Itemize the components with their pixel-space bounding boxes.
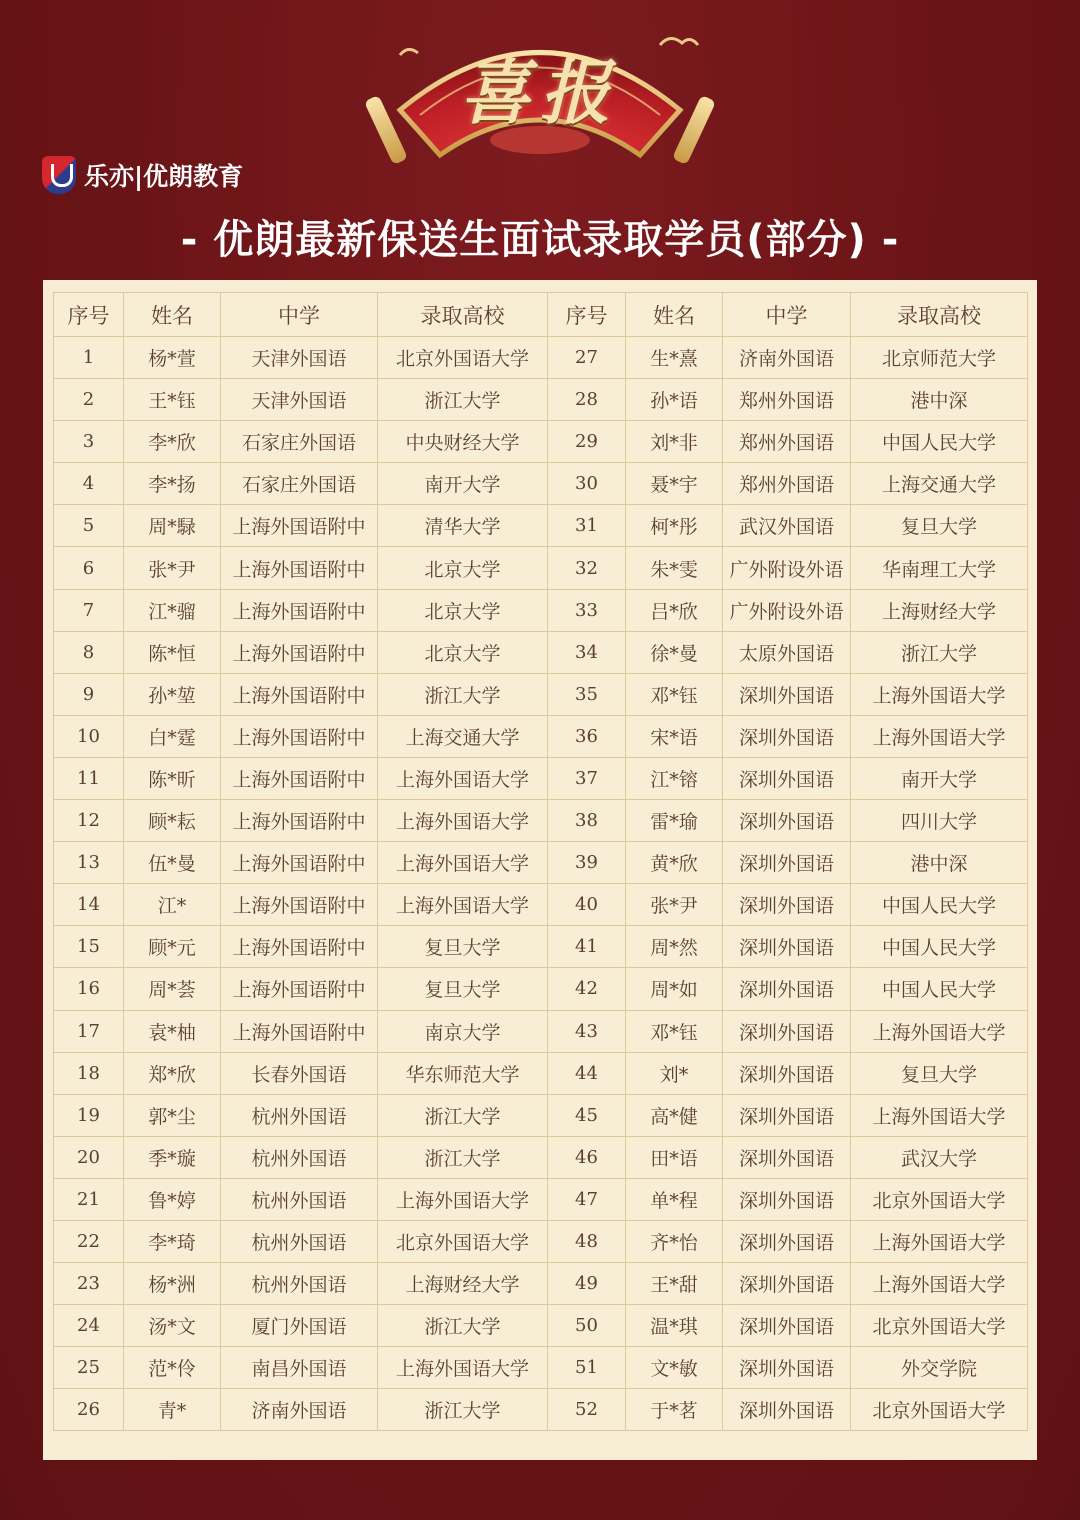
- table-row: [54, 800, 1028, 842]
- seq-cell: 31: [548, 505, 626, 547]
- seq-cell: 24: [54, 1305, 124, 1347]
- banner-title: 喜报: [460, 51, 620, 134]
- school-cell: 杭州外国语: [221, 1263, 378, 1305]
- table-row: [54, 757, 1028, 799]
- seq-cell: 30: [548, 463, 626, 505]
- table-row: [54, 884, 1028, 926]
- table-row: [54, 715, 1028, 757]
- table-row: [54, 926, 1028, 968]
- school-cell: 深圳外国语: [723, 1010, 851, 1052]
- table-row: [54, 1347, 1028, 1389]
- university-cell: 浙江大学: [378, 1389, 548, 1431]
- university-cell: 南开大学: [851, 757, 1028, 799]
- school-cell: 深圳外国语: [723, 968, 851, 1010]
- table-row: [54, 1305, 1028, 1347]
- seq-cell: 16: [54, 968, 124, 1010]
- school-cell: 上海外国语附中: [221, 673, 378, 715]
- table-row: [54, 421, 1028, 463]
- column-header-school: 中学: [221, 293, 378, 337]
- school-cell: 上海外国语附中: [221, 505, 378, 547]
- name-cell: 杨*萱: [124, 337, 221, 379]
- name-cell: 郑*欣: [124, 1052, 221, 1094]
- name-cell: 白*霆: [124, 715, 221, 757]
- name-cell: 顾*耘: [124, 800, 221, 842]
- university-cell: 复旦大学: [378, 926, 548, 968]
- name-cell: 陈*恒: [124, 631, 221, 673]
- university-cell: 复旦大学: [851, 505, 1028, 547]
- name-cell: 王*甜: [626, 1263, 723, 1305]
- seq-cell: 41: [548, 926, 626, 968]
- school-cell: 杭州外国语: [221, 1136, 378, 1178]
- column-header-seq: 序号: [548, 293, 626, 337]
- school-cell: 广外附设外语: [723, 589, 851, 631]
- page-title: - 优朗最新保送生面试录取学员(部分) -: [180, 217, 900, 263]
- school-cell: 深圳外国语: [723, 1178, 851, 1220]
- university-cell: 中国人民大学: [851, 968, 1028, 1010]
- name-cell: 徐*曼: [626, 631, 723, 673]
- school-cell: 深圳外国语: [723, 884, 851, 926]
- seq-cell: 1: [54, 337, 124, 379]
- university-cell: 华东师范大学: [378, 1052, 548, 1094]
- university-cell: 上海外国语大学: [378, 1178, 548, 1220]
- seq-cell: 17: [54, 1010, 124, 1052]
- seq-cell: 10: [54, 715, 124, 757]
- seq-cell: 26: [54, 1389, 124, 1431]
- school-cell: 上海外国语附中: [221, 800, 378, 842]
- school-cell: 深圳外国语: [723, 1263, 851, 1305]
- name-cell: 汤*文: [124, 1305, 221, 1347]
- seq-cell: 32: [548, 547, 626, 589]
- table-row: [54, 547, 1028, 589]
- school-cell: 深圳外国语: [723, 842, 851, 884]
- university-cell: 上海外国语大学: [851, 1010, 1028, 1052]
- column-header-university: 录取高校: [851, 293, 1028, 337]
- university-cell: 上海财经大学: [378, 1263, 548, 1305]
- school-cell: 深圳外国语: [723, 800, 851, 842]
- university-cell: 北京外国语大学: [378, 1220, 548, 1262]
- university-cell: 浙江大学: [378, 673, 548, 715]
- university-cell: 上海外国语大学: [378, 757, 548, 799]
- column-header-school: 中学: [723, 293, 851, 337]
- seq-cell: 35: [548, 673, 626, 715]
- university-cell: 港中深: [851, 379, 1028, 421]
- university-cell: 上海外国语大学: [851, 1094, 1028, 1136]
- brand-logo-icon: [42, 156, 76, 194]
- name-cell: 柯*彤: [626, 505, 723, 547]
- school-cell: 郑州外国语: [723, 463, 851, 505]
- name-cell: 孙*语: [626, 379, 723, 421]
- seq-cell: 22: [54, 1220, 124, 1262]
- school-cell: 深圳外国语: [723, 715, 851, 757]
- table-header-row: [54, 293, 1028, 337]
- school-cell: 太原外国语: [723, 631, 851, 673]
- name-cell: 郭*尘: [124, 1094, 221, 1136]
- seq-cell: 4: [54, 463, 124, 505]
- school-cell: 郑州外国语: [723, 421, 851, 463]
- brand-logo: [42, 155, 243, 195]
- column-header-name: 姓名: [124, 293, 221, 337]
- school-cell: 上海外国语附中: [221, 884, 378, 926]
- name-cell: 周*如: [626, 968, 723, 1010]
- university-cell: 复旦大学: [851, 1052, 1028, 1094]
- university-cell: 上海外国语大学: [378, 1347, 548, 1389]
- seq-cell: 50: [548, 1305, 626, 1347]
- university-cell: 上海交通大学: [851, 463, 1028, 505]
- university-cell: 武汉大学: [851, 1136, 1028, 1178]
- table-row: [54, 1094, 1028, 1136]
- university-cell: 中国人民大学: [851, 926, 1028, 968]
- university-cell: 复旦大学: [378, 968, 548, 1010]
- university-cell: 北京外国语大学: [851, 1305, 1028, 1347]
- university-cell: 华南理工大学: [851, 547, 1028, 589]
- university-cell: 南开大学: [378, 463, 548, 505]
- name-cell: 邓*钰: [626, 673, 723, 715]
- university-cell: 浙江大学: [378, 1094, 548, 1136]
- school-cell: 天津外国语: [221, 379, 378, 421]
- seq-cell: 5: [54, 505, 124, 547]
- university-cell: 外交学院: [851, 1347, 1028, 1389]
- name-cell: 周*騄: [124, 505, 221, 547]
- seq-cell: 19: [54, 1094, 124, 1136]
- name-cell: 齐*怡: [626, 1220, 723, 1262]
- table-row: [54, 1052, 1028, 1094]
- school-cell: 南昌外国语: [221, 1347, 378, 1389]
- university-cell: 上海外国语大学: [378, 800, 548, 842]
- university-cell: 北京外国语大学: [851, 1178, 1028, 1220]
- school-cell: 长春外国语: [221, 1052, 378, 1094]
- university-cell: 上海外国语大学: [851, 715, 1028, 757]
- school-cell: 深圳外国语: [723, 926, 851, 968]
- seq-cell: 6: [54, 547, 124, 589]
- school-cell: 石家庄外国语: [221, 463, 378, 505]
- university-cell: 四川大学: [851, 800, 1028, 842]
- seq-cell: 46: [548, 1136, 626, 1178]
- seq-cell: 28: [548, 379, 626, 421]
- seq-cell: 13: [54, 842, 124, 884]
- name-cell: 张*尹: [124, 547, 221, 589]
- name-cell: 顾*元: [124, 926, 221, 968]
- name-cell: 朱*雯: [626, 547, 723, 589]
- name-cell: 文*敏: [626, 1347, 723, 1389]
- seq-cell: 27: [548, 337, 626, 379]
- school-cell: 杭州外国语: [221, 1220, 378, 1262]
- school-cell: 深圳外国语: [723, 673, 851, 715]
- table-row: [54, 1263, 1028, 1305]
- table-row: [54, 379, 1028, 421]
- school-cell: 武汉外国语: [723, 505, 851, 547]
- school-cell: 深圳外国语: [723, 757, 851, 799]
- university-cell: 浙江大学: [378, 379, 548, 421]
- name-cell: 刘*非: [626, 421, 723, 463]
- name-cell: 周*荟: [124, 968, 221, 1010]
- seq-cell: 48: [548, 1220, 626, 1262]
- name-cell: 李*欣: [124, 421, 221, 463]
- table-row: [54, 463, 1028, 505]
- school-cell: 上海外国语附中: [221, 715, 378, 757]
- university-cell: 上海外国语大学: [851, 1263, 1028, 1305]
- name-cell: 宋*语: [626, 715, 723, 757]
- name-cell: 范*伶: [124, 1347, 221, 1389]
- school-cell: 济南外国语: [221, 1389, 378, 1431]
- name-cell: 江*镕: [626, 757, 723, 799]
- table-row: [54, 842, 1028, 884]
- name-cell: 青*: [124, 1389, 221, 1431]
- seq-cell: 43: [548, 1010, 626, 1052]
- name-cell: 伍*曼: [124, 842, 221, 884]
- school-cell: 上海外国语附中: [221, 1010, 378, 1052]
- admissions-table-panel: [43, 280, 1037, 1460]
- seq-cell: 49: [548, 1263, 626, 1305]
- name-cell: 袁*柚: [124, 1010, 221, 1052]
- school-cell: 上海外国语附中: [221, 926, 378, 968]
- school-cell: 深圳外国语: [723, 1052, 851, 1094]
- table-row: [54, 673, 1028, 715]
- seq-cell: 2: [54, 379, 124, 421]
- university-cell: 清华大学: [378, 505, 548, 547]
- name-cell: 高*健: [626, 1094, 723, 1136]
- university-cell: 上海财经大学: [851, 589, 1028, 631]
- name-cell: 季*璇: [124, 1136, 221, 1178]
- name-cell: 温*琪: [626, 1305, 723, 1347]
- school-cell: 杭州外国语: [221, 1094, 378, 1136]
- school-cell: 厦门外国语: [221, 1305, 378, 1347]
- table-body: [54, 337, 1028, 1431]
- table-row: [54, 1010, 1028, 1052]
- name-cell: 生*熹: [626, 337, 723, 379]
- seq-cell: 20: [54, 1136, 124, 1178]
- seq-cell: 39: [548, 842, 626, 884]
- university-cell: 港中深: [851, 842, 1028, 884]
- name-cell: 刘*: [626, 1052, 723, 1094]
- table-row: [54, 337, 1028, 379]
- seq-cell: 9: [54, 673, 124, 715]
- seq-cell: 33: [548, 589, 626, 631]
- university-cell: 北京大学: [378, 589, 548, 631]
- table-row: [54, 1220, 1028, 1262]
- school-cell: 深圳外国语: [723, 1094, 851, 1136]
- name-cell: 张*尹: [626, 884, 723, 926]
- name-cell: 单*程: [626, 1178, 723, 1220]
- name-cell: 田*语: [626, 1136, 723, 1178]
- seq-cell: 36: [548, 715, 626, 757]
- column-header-seq: 序号: [54, 293, 124, 337]
- name-cell: 邓*钰: [626, 1010, 723, 1052]
- seq-cell: 7: [54, 589, 124, 631]
- school-cell: 郑州外国语: [723, 379, 851, 421]
- university-cell: 上海交通大学: [378, 715, 548, 757]
- seq-cell: 23: [54, 1263, 124, 1305]
- seq-cell: 47: [548, 1178, 626, 1220]
- seq-cell: 40: [548, 884, 626, 926]
- name-cell: 江*: [124, 884, 221, 926]
- school-cell: 深圳外国语: [723, 1389, 851, 1431]
- name-cell: 孙*堃: [124, 673, 221, 715]
- table-row: [54, 1389, 1028, 1431]
- name-cell: 吕*欣: [626, 589, 723, 631]
- school-cell: 深圳外国语: [723, 1136, 851, 1178]
- school-cell: 济南外国语: [723, 337, 851, 379]
- seq-cell: 11: [54, 757, 124, 799]
- seq-cell: 15: [54, 926, 124, 968]
- name-cell: 江*骝: [124, 589, 221, 631]
- seq-cell: 29: [548, 421, 626, 463]
- university-cell: 中央财经大学: [378, 421, 548, 463]
- seq-cell: 12: [54, 800, 124, 842]
- university-cell: 浙江大学: [378, 1136, 548, 1178]
- university-cell: 上海外国语大学: [851, 673, 1028, 715]
- university-cell: 北京外国语大学: [378, 337, 548, 379]
- table-row: [54, 505, 1028, 547]
- seq-cell: 51: [548, 1347, 626, 1389]
- seq-cell: 25: [54, 1347, 124, 1389]
- university-cell: 南京大学: [378, 1010, 548, 1052]
- name-cell: 于*茗: [626, 1389, 723, 1431]
- name-cell: 李*扬: [124, 463, 221, 505]
- school-cell: 深圳外国语: [723, 1347, 851, 1389]
- admissions-table: [53, 292, 1028, 1431]
- table-row: [54, 968, 1028, 1010]
- table-row: [54, 631, 1028, 673]
- seq-cell: 45: [548, 1094, 626, 1136]
- university-cell: 北京外国语大学: [851, 1389, 1028, 1431]
- school-cell: 天津外国语: [221, 337, 378, 379]
- table-row: [54, 589, 1028, 631]
- column-header-university: 录取高校: [378, 293, 548, 337]
- school-cell: 石家庄外国语: [221, 421, 378, 463]
- brand-name: 乐亦|优朗教育: [84, 162, 244, 191]
- university-cell: 中国人民大学: [851, 421, 1028, 463]
- university-cell: 上海外国语大学: [378, 884, 548, 926]
- seq-cell: 38: [548, 800, 626, 842]
- school-cell: 广外附设外语: [723, 547, 851, 589]
- name-cell: 杨*洲: [124, 1263, 221, 1305]
- school-cell: 深圳外国语: [723, 1220, 851, 1262]
- name-cell: 鲁*婷: [124, 1178, 221, 1220]
- seq-cell: 42: [548, 968, 626, 1010]
- university-cell: 北京大学: [378, 631, 548, 673]
- seq-cell: 52: [548, 1389, 626, 1431]
- seq-cell: 34: [548, 631, 626, 673]
- seq-cell: 14: [54, 884, 124, 926]
- university-cell: 上海外国语大学: [851, 1220, 1028, 1262]
- university-cell: 浙江大学: [378, 1305, 548, 1347]
- university-cell: 中国人民大学: [851, 884, 1028, 926]
- seq-cell: 37: [548, 757, 626, 799]
- name-cell: 王*钰: [124, 379, 221, 421]
- seq-cell: 21: [54, 1178, 124, 1220]
- school-cell: 上海外国语附中: [221, 547, 378, 589]
- table-row: [54, 1136, 1028, 1178]
- seq-cell: 3: [54, 421, 124, 463]
- name-cell: 雷*瑜: [626, 800, 723, 842]
- school-cell: 深圳外国语: [723, 1305, 851, 1347]
- table-row: [54, 1178, 1028, 1220]
- school-cell: 上海外国语附中: [221, 968, 378, 1010]
- school-cell: 杭州外国语: [221, 1178, 378, 1220]
- school-cell: 上海外国语附中: [221, 842, 378, 884]
- school-cell: 上海外国语附中: [221, 631, 378, 673]
- seq-cell: 8: [54, 631, 124, 673]
- name-cell: 周*然: [626, 926, 723, 968]
- name-cell: 陈*昕: [124, 757, 221, 799]
- column-header-name: 姓名: [626, 293, 723, 337]
- name-cell: 黄*欣: [626, 842, 723, 884]
- university-cell: 上海外国语大学: [378, 842, 548, 884]
- school-cell: 上海外国语附中: [221, 589, 378, 631]
- school-cell: 上海外国语附中: [221, 757, 378, 799]
- university-cell: 北京师范大学: [851, 337, 1028, 379]
- university-cell: 浙江大学: [851, 631, 1028, 673]
- name-cell: 李*琦: [124, 1220, 221, 1262]
- seq-cell: 44: [548, 1052, 626, 1094]
- university-cell: 北京大学: [378, 547, 548, 589]
- name-cell: 聂*宇: [626, 463, 723, 505]
- celebration-banner: [360, 15, 720, 180]
- seq-cell: 18: [54, 1052, 124, 1094]
